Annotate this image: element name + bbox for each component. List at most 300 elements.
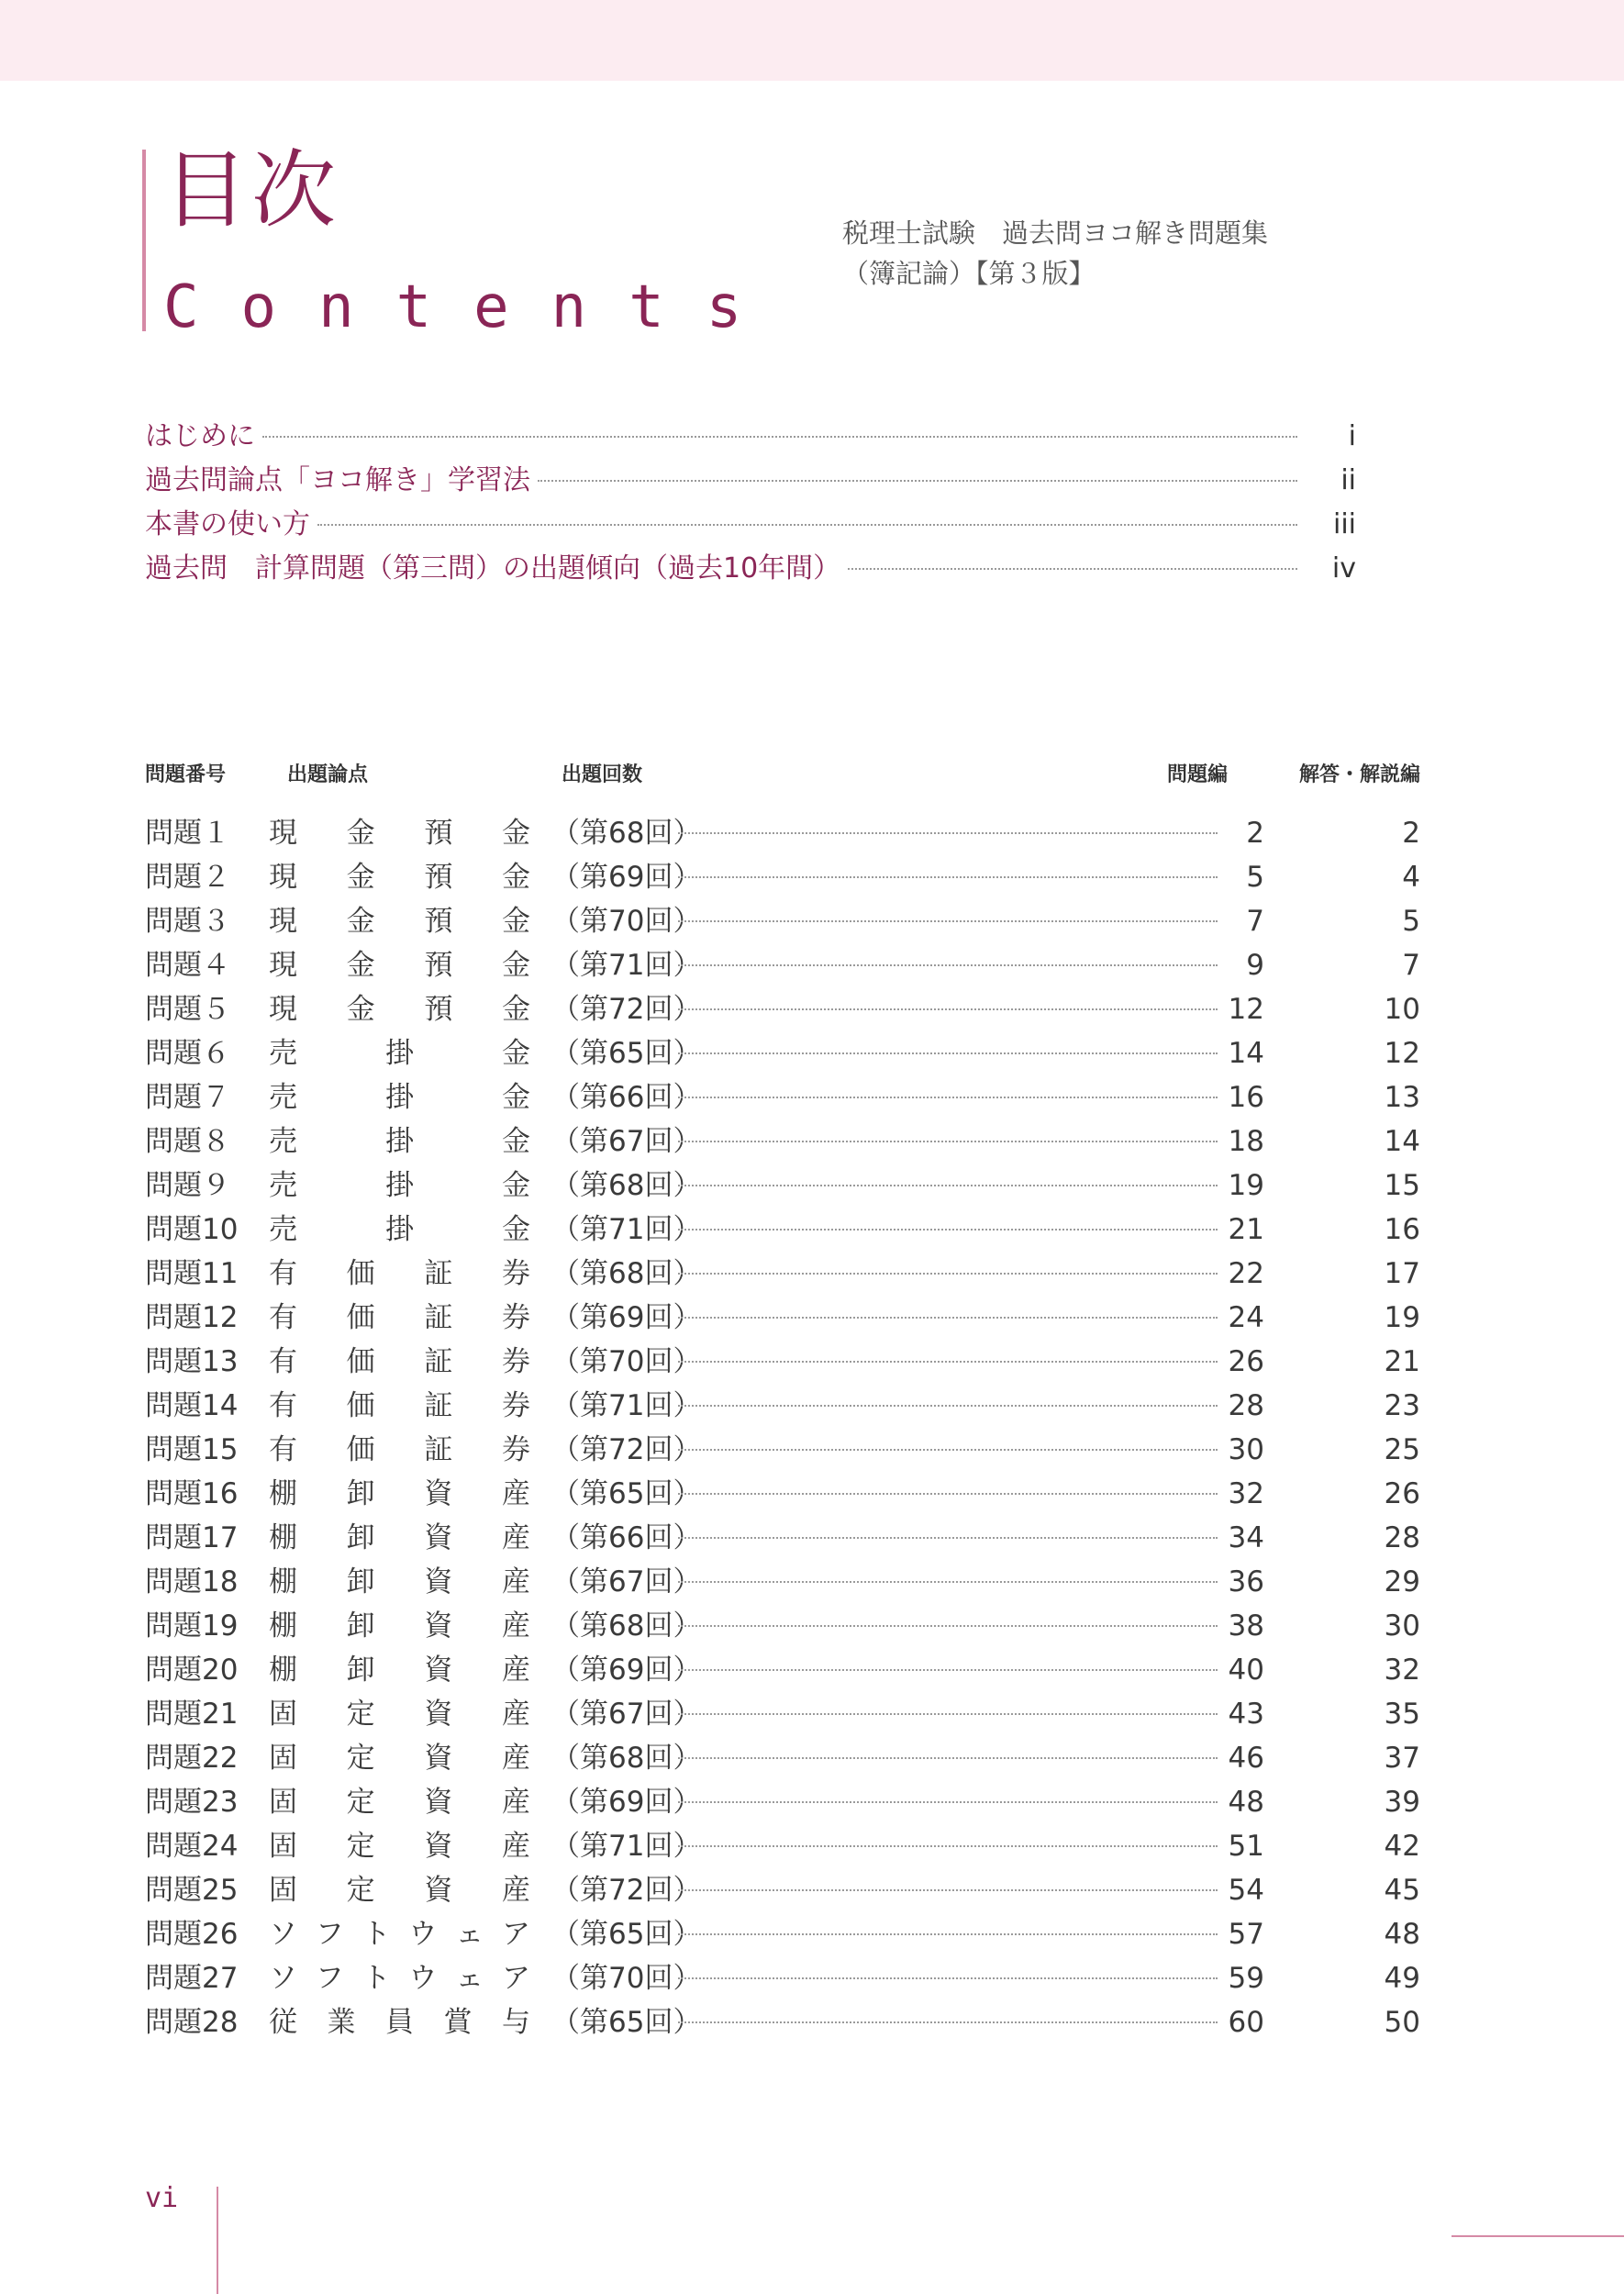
problem-row[interactable] bbox=[145, 1560, 1420, 1604]
problem-row[interactable] bbox=[145, 1031, 1420, 1075]
intro-entry-label: 本書の使い方 bbox=[145, 508, 310, 540]
problem-topic bbox=[269, 1912, 530, 1956]
problem-topic bbox=[269, 811, 530, 855]
problem-number: 問題１ bbox=[145, 817, 230, 850]
topic-char: 資 bbox=[424, 1874, 453, 1907]
dot-leader bbox=[678, 1757, 1218, 1759]
problem-row[interactable] bbox=[145, 1384, 1420, 1428]
topic-char: 資 bbox=[424, 1654, 453, 1687]
topic-char: 固 bbox=[269, 1698, 297, 1731]
column-header-topic: 出題論点 bbox=[287, 763, 369, 786]
topic-char: 預 bbox=[424, 861, 453, 894]
problem-session: （第66回） bbox=[551, 1521, 702, 1554]
answer-page: 26 bbox=[1384, 1477, 1420, 1510]
dot-leader bbox=[678, 1141, 1218, 1142]
answer-page: 35 bbox=[1384, 1698, 1420, 1731]
problem-session: （第68回） bbox=[551, 1257, 702, 1290]
topic-char: ソ bbox=[269, 1918, 297, 1951]
topic-char: 預 bbox=[424, 993, 453, 1026]
answer-page: 37 bbox=[1384, 1742, 1420, 1775]
problem-row[interactable] bbox=[145, 855, 1420, 899]
dot-leader bbox=[678, 1537, 1218, 1539]
topic-char: 定 bbox=[346, 1830, 375, 1863]
topic-char: 金 bbox=[501, 861, 530, 894]
topic-char: 有 bbox=[269, 1257, 297, 1290]
topic-char: 券 bbox=[501, 1389, 530, 1422]
intro-entry-page: iii bbox=[1332, 508, 1356, 540]
problem-session: （第71回） bbox=[551, 1389, 702, 1422]
intro-entry-label: はじめに bbox=[145, 420, 255, 452]
intro-entry-page: iv bbox=[1331, 552, 1356, 585]
topic-char: 産 bbox=[501, 1609, 530, 1643]
problem-session: （第68回） bbox=[551, 1609, 702, 1643]
problem-session: （第65回） bbox=[551, 1918, 702, 1951]
problem-row[interactable] bbox=[145, 1780, 1420, 1824]
problem-session: （第68回） bbox=[551, 1169, 702, 1202]
dot-leader bbox=[678, 1317, 1218, 1319]
problem-row[interactable] bbox=[145, 1692, 1420, 1736]
problem-row[interactable] bbox=[145, 1912, 1420, 1956]
topic-char: 資 bbox=[424, 1565, 453, 1598]
problem-number: 問題24 bbox=[145, 1830, 239, 1863]
topic-char: 売 bbox=[269, 1213, 297, 1246]
dot-leader bbox=[678, 964, 1218, 966]
topic-char: 金 bbox=[502, 1081, 530, 1114]
problem-page: 38 bbox=[1228, 1609, 1264, 1643]
topic-char: 産 bbox=[501, 1654, 530, 1687]
problem-page: 46 bbox=[1228, 1742, 1264, 1775]
problem-row[interactable] bbox=[145, 1296, 1420, 1340]
problem-topic bbox=[269, 1384, 530, 1428]
problem-page: 32 bbox=[1228, 1477, 1264, 1510]
answer-page: 10 bbox=[1384, 993, 1420, 1026]
problem-page: 26 bbox=[1228, 1345, 1264, 1378]
topic-char: 金 bbox=[502, 1037, 530, 1070]
topic-char: 産 bbox=[501, 1565, 530, 1598]
topic-char: 証 bbox=[424, 1345, 453, 1378]
problem-session: （第70回） bbox=[551, 1962, 702, 1995]
problem-row[interactable] bbox=[145, 1340, 1420, 1384]
topic-char: 資 bbox=[424, 1786, 453, 1819]
problem-number: 問題22 bbox=[145, 1742, 239, 1775]
topic-char: 定 bbox=[346, 1874, 375, 1907]
topic-char: 売 bbox=[269, 1081, 297, 1114]
column-header-problem: 問題編 bbox=[1167, 763, 1229, 786]
problem-topic bbox=[269, 1648, 530, 1692]
topic-char: 価 bbox=[346, 1257, 375, 1290]
topic-char: 金 bbox=[501, 993, 530, 1026]
dot-leader bbox=[678, 1052, 1218, 1054]
dot-leader bbox=[678, 1405, 1218, 1407]
topic-char: 金 bbox=[502, 1125, 530, 1158]
problem-row[interactable] bbox=[145, 1119, 1420, 1164]
problem-page: 36 bbox=[1228, 1565, 1264, 1598]
topic-char: 資 bbox=[424, 1521, 453, 1554]
problem-number: 問題10 bbox=[145, 1213, 239, 1246]
dot-leader bbox=[678, 1933, 1218, 1935]
topic-char: 資 bbox=[424, 1830, 453, 1863]
topic-char: 預 bbox=[424, 949, 453, 982]
problem-session: （第69回） bbox=[551, 1301, 702, 1334]
topic-char: 現 bbox=[269, 993, 297, 1026]
topic-char: ト bbox=[362, 1918, 391, 1951]
problem-page: 59 bbox=[1228, 1962, 1264, 1995]
page-title: 目次 bbox=[163, 141, 340, 239]
intro-entry[interactable] bbox=[145, 547, 1356, 591]
problem-row[interactable] bbox=[145, 1736, 1420, 1780]
problem-topic bbox=[269, 1119, 530, 1164]
intro-entry[interactable] bbox=[145, 459, 1356, 503]
topic-char: 価 bbox=[346, 1301, 375, 1334]
topic-char: 掛 bbox=[385, 1037, 414, 1070]
problem-session: （第69回） bbox=[551, 861, 702, 894]
topic-char: ェ bbox=[455, 1962, 484, 1995]
problem-session: （第69回） bbox=[551, 1654, 702, 1687]
book-title-line1: 税理士試験 過去問ヨコ解き問題集 bbox=[842, 217, 1269, 249]
column-header-number: 問題番号 bbox=[145, 763, 227, 786]
problem-number: 問題16 bbox=[145, 1477, 239, 1510]
problem-row[interactable] bbox=[145, 811, 1420, 855]
topic-char: 価 bbox=[346, 1389, 375, 1422]
topic-char: 産 bbox=[501, 1786, 530, 1819]
topic-char: 棚 bbox=[269, 1654, 297, 1687]
problem-number: 問題３ bbox=[145, 905, 230, 938]
problem-number: 問題21 bbox=[145, 1698, 239, 1731]
problem-page: 14 bbox=[1228, 1037, 1264, 1070]
problem-page: 9 bbox=[1246, 949, 1264, 982]
topic-char: 棚 bbox=[269, 1521, 297, 1554]
problem-row[interactable] bbox=[145, 1472, 1420, 1516]
footer-horizontal-rule bbox=[1452, 2235, 1624, 2237]
topic-char: 金 bbox=[346, 949, 375, 982]
problem-number: 問題５ bbox=[145, 993, 230, 1026]
problem-row[interactable] bbox=[145, 1516, 1420, 1560]
intro-entry-page: ii bbox=[1340, 464, 1356, 496]
topic-char: ト bbox=[362, 1962, 391, 1995]
book-title-line2: （簿記論）【第３版】 bbox=[842, 258, 1096, 289]
topic-char: 産 bbox=[501, 1874, 530, 1907]
problem-page: 30 bbox=[1228, 1433, 1264, 1466]
problem-list bbox=[145, 811, 1420, 2044]
problem-number: 問題８ bbox=[145, 1125, 230, 1158]
column-header-answer: 解答・解説編 bbox=[1299, 763, 1421, 786]
topic-char: 員 bbox=[385, 2006, 414, 2039]
title-accent-bar bbox=[142, 150, 146, 331]
problem-topic bbox=[269, 855, 530, 899]
problem-topic bbox=[269, 1208, 530, 1252]
topic-char: 金 bbox=[501, 949, 530, 982]
problem-row[interactable] bbox=[145, 1868, 1420, 1912]
answer-page: 45 bbox=[1384, 1874, 1420, 1907]
topic-char: 産 bbox=[501, 1830, 530, 1863]
topic-char: 棚 bbox=[269, 1477, 297, 1510]
problem-page: 24 bbox=[1228, 1301, 1264, 1334]
dot-leader bbox=[678, 1669, 1218, 1671]
problem-page: 2 bbox=[1246, 817, 1264, 850]
problem-topic bbox=[269, 1560, 530, 1604]
problem-row[interactable] bbox=[145, 1164, 1420, 1208]
dot-leader bbox=[678, 1713, 1218, 1715]
answer-page: 15 bbox=[1384, 1169, 1420, 1202]
dot-leader bbox=[678, 1845, 1218, 1847]
problem-session: （第65回） bbox=[551, 1037, 702, 1070]
problem-row[interactable] bbox=[145, 943, 1420, 987]
answer-page: 32 bbox=[1384, 1654, 1420, 1687]
problem-number: 問題17 bbox=[145, 1521, 239, 1554]
problem-topic bbox=[269, 1736, 530, 1780]
problem-topic bbox=[269, 1516, 530, 1560]
answer-page: 39 bbox=[1384, 1786, 1420, 1819]
problem-page: 12 bbox=[1228, 993, 1264, 1026]
problem-number: 問題27 bbox=[145, 1962, 239, 1995]
topic-char: 有 bbox=[269, 1389, 297, 1422]
problem-page: 22 bbox=[1228, 1257, 1264, 1290]
problem-row[interactable] bbox=[145, 1824, 1420, 1868]
topic-char: 定 bbox=[346, 1698, 375, 1731]
problem-number: 問題13 bbox=[145, 1345, 239, 1378]
dot-leader bbox=[678, 1625, 1218, 1627]
answer-page: 17 bbox=[1384, 1257, 1420, 1290]
topic-char: 現 bbox=[269, 949, 297, 982]
answer-page: 16 bbox=[1384, 1213, 1420, 1246]
problem-session: （第66回） bbox=[551, 1081, 702, 1114]
problem-page: 19 bbox=[1228, 1169, 1264, 1202]
topic-char: 金 bbox=[502, 1169, 530, 1202]
answer-page: 7 bbox=[1402, 949, 1420, 982]
topic-char: 金 bbox=[501, 817, 530, 850]
problem-session: （第65回） bbox=[551, 1477, 702, 1510]
problem-page: 18 bbox=[1228, 1125, 1264, 1158]
problem-topic bbox=[269, 1428, 530, 1472]
problem-page: 40 bbox=[1228, 1654, 1264, 1687]
problem-number: 問題２ bbox=[145, 861, 230, 894]
problem-row[interactable] bbox=[145, 1956, 1420, 2000]
problem-topic bbox=[269, 1824, 530, 1868]
problem-topic bbox=[269, 1604, 530, 1648]
topic-char: 価 bbox=[346, 1345, 375, 1378]
problem-page: 54 bbox=[1228, 1874, 1264, 1907]
problem-row[interactable] bbox=[145, 987, 1420, 1031]
problem-row[interactable] bbox=[145, 1075, 1420, 1119]
problem-session: （第70回） bbox=[551, 1345, 702, 1378]
topic-char: ェ bbox=[455, 1918, 484, 1951]
dot-leader bbox=[678, 1493, 1218, 1495]
problem-page: 34 bbox=[1228, 1521, 1264, 1554]
topic-char: 卸 bbox=[346, 1477, 375, 1510]
problem-topic bbox=[269, 1340, 530, 1384]
answer-page: 42 bbox=[1384, 1830, 1420, 1863]
problem-row[interactable] bbox=[145, 1252, 1420, 1296]
topic-char: ウ bbox=[408, 1918, 438, 1951]
problem-topic bbox=[269, 1075, 530, 1119]
topic-char: ウ bbox=[408, 1962, 438, 1995]
problem-topic bbox=[269, 2000, 530, 2044]
dot-leader bbox=[678, 920, 1218, 922]
problem-session: （第68回） bbox=[551, 817, 702, 850]
intro-entry[interactable] bbox=[145, 503, 1356, 547]
topic-char: ア bbox=[501, 1962, 530, 1995]
topic-char: 券 bbox=[501, 1301, 530, 1334]
problem-session: （第67回） bbox=[551, 1125, 702, 1158]
problem-number: 問題14 bbox=[145, 1389, 239, 1422]
topic-char: 掛 bbox=[385, 1169, 414, 1202]
topic-char: フ bbox=[315, 1918, 344, 1951]
topic-char: 売 bbox=[269, 1169, 297, 1202]
topic-char: ア bbox=[501, 1918, 530, 1951]
book-title bbox=[842, 213, 1268, 294]
problem-number: 問題20 bbox=[145, 1654, 239, 1687]
topic-char: 棚 bbox=[269, 1609, 297, 1643]
topic-char: フ bbox=[315, 1962, 344, 1995]
topic-char: 預 bbox=[424, 817, 453, 850]
topic-char: 金 bbox=[346, 905, 375, 938]
topic-char: 証 bbox=[424, 1301, 453, 1334]
topic-char: 資 bbox=[424, 1742, 453, 1775]
topic-char: 現 bbox=[269, 905, 297, 938]
problem-page: 28 bbox=[1228, 1389, 1264, 1422]
topic-char: 棚 bbox=[269, 1565, 297, 1598]
intro-list bbox=[145, 415, 1356, 591]
topic-char: 卸 bbox=[346, 1609, 375, 1643]
topic-char: 売 bbox=[269, 1125, 297, 1158]
topic-char: 固 bbox=[269, 1830, 297, 1863]
column-header-session: 出題回数 bbox=[562, 763, 643, 786]
problem-number: 問題25 bbox=[145, 1874, 239, 1907]
problem-number: 問題26 bbox=[145, 1918, 239, 1951]
topic-char: 定 bbox=[346, 1742, 375, 1775]
problem-row[interactable] bbox=[145, 1208, 1420, 1252]
intro-entry[interactable] bbox=[145, 415, 1356, 459]
topic-char: 券 bbox=[501, 1257, 530, 1290]
problem-number: 問題19 bbox=[145, 1609, 239, 1643]
answer-page: 5 bbox=[1402, 905, 1420, 938]
problem-page: 16 bbox=[1228, 1081, 1264, 1114]
topic-char: 産 bbox=[501, 1742, 530, 1775]
problem-topic bbox=[269, 1472, 530, 1516]
topic-char: 掛 bbox=[385, 1125, 414, 1158]
problem-session: （第67回） bbox=[551, 1565, 702, 1598]
topic-char: 金 bbox=[346, 993, 375, 1026]
answer-page: 21 bbox=[1384, 1345, 1420, 1378]
topic-char: 卸 bbox=[346, 1565, 375, 1598]
problem-page: 48 bbox=[1228, 1786, 1264, 1819]
topic-char: 証 bbox=[424, 1433, 453, 1466]
problem-session: （第72回） bbox=[551, 1874, 702, 1907]
dot-leader bbox=[678, 1581, 1218, 1583]
problem-row[interactable] bbox=[145, 1648, 1420, 1692]
topic-char: 金 bbox=[502, 1213, 530, 1246]
dot-leader bbox=[678, 1449, 1218, 1451]
problem-topic bbox=[269, 1692, 530, 1736]
problem-session: （第72回） bbox=[551, 993, 702, 1026]
problem-topic bbox=[269, 943, 530, 987]
footer-page-number: vi bbox=[145, 2182, 179, 2214]
problem-number: 問題９ bbox=[145, 1169, 230, 1202]
problem-page: 5 bbox=[1246, 861, 1264, 894]
answer-page: 23 bbox=[1384, 1389, 1420, 1422]
problem-number: 問題７ bbox=[145, 1081, 230, 1114]
topic-char: 金 bbox=[501, 905, 530, 938]
topic-char: 有 bbox=[269, 1345, 297, 1378]
dot-leader bbox=[678, 832, 1218, 834]
topic-char: 金 bbox=[346, 817, 375, 850]
topic-char: 卸 bbox=[346, 1654, 375, 1687]
answer-page: 4 bbox=[1402, 861, 1420, 894]
problem-page: 60 bbox=[1228, 2006, 1264, 2039]
topic-char: 固 bbox=[269, 1786, 297, 1819]
dot-leader bbox=[678, 1977, 1218, 1979]
problem-number: 問題12 bbox=[145, 1301, 239, 1334]
answer-page: 29 bbox=[1384, 1565, 1420, 1598]
problem-session: （第65回） bbox=[551, 2006, 702, 2039]
problem-row[interactable] bbox=[145, 2000, 1420, 2044]
dot-leader bbox=[317, 524, 1297, 526]
topic-char: 証 bbox=[424, 1257, 453, 1290]
answer-page: 48 bbox=[1384, 1918, 1420, 1951]
topic-char: 金 bbox=[346, 861, 375, 894]
topic-char: 預 bbox=[424, 905, 453, 938]
intro-entry-page: i bbox=[1348, 420, 1356, 452]
answer-page: 25 bbox=[1384, 1433, 1420, 1466]
problem-row[interactable] bbox=[145, 899, 1420, 943]
problem-topic bbox=[269, 1956, 530, 2000]
intro-entry-label: 過去問 計算問題（第三問）の出題傾向（過去10年間） bbox=[145, 552, 841, 585]
problem-session: （第71回） bbox=[551, 949, 702, 982]
answer-page: 30 bbox=[1384, 1609, 1420, 1643]
problem-number: 問題18 bbox=[145, 1565, 239, 1598]
problem-row[interactable] bbox=[145, 1428, 1420, 1472]
topic-char: 掛 bbox=[385, 1213, 414, 1246]
topic-char: 価 bbox=[346, 1433, 375, 1466]
footer-vertical-rule bbox=[217, 2187, 218, 2294]
topic-char: 固 bbox=[269, 1874, 297, 1907]
problem-topic bbox=[269, 899, 530, 943]
topic-char: 資 bbox=[424, 1477, 453, 1510]
topic-char: ソ bbox=[269, 1962, 297, 1995]
topic-char: 固 bbox=[269, 1742, 297, 1775]
problem-page: 7 bbox=[1246, 905, 1264, 938]
topic-char: 資 bbox=[424, 1609, 453, 1643]
problem-topic bbox=[269, 1164, 530, 1208]
problem-topic bbox=[269, 1031, 530, 1075]
dot-leader bbox=[678, 1273, 1218, 1275]
problem-number: 問題11 bbox=[145, 1257, 239, 1290]
problem-number: 問題15 bbox=[145, 1433, 239, 1466]
answer-page: 13 bbox=[1384, 1081, 1420, 1114]
topic-char: 卸 bbox=[346, 1521, 375, 1554]
dot-leader bbox=[678, 1097, 1218, 1098]
dot-leader bbox=[678, 1889, 1218, 1891]
problem-page: 21 bbox=[1228, 1213, 1264, 1246]
topic-char: 現 bbox=[269, 861, 297, 894]
problem-topic bbox=[269, 1868, 530, 1912]
problem-topic bbox=[269, 1252, 530, 1296]
problem-session: （第70回） bbox=[551, 905, 702, 938]
topic-char: 従 bbox=[269, 2006, 297, 2039]
answer-page: 2 bbox=[1402, 817, 1420, 850]
topic-char: 業 bbox=[327, 2006, 356, 2039]
topic-char: 有 bbox=[269, 1301, 297, 1334]
topic-char: 与 bbox=[502, 2006, 530, 2039]
problem-session: （第72回） bbox=[551, 1433, 702, 1466]
topic-char: 産 bbox=[501, 1521, 530, 1554]
answer-page: 50 bbox=[1384, 2006, 1420, 2039]
problem-page: 57 bbox=[1228, 1918, 1264, 1951]
dot-leader bbox=[678, 1229, 1218, 1231]
dot-leader bbox=[538, 480, 1297, 482]
answer-page: 49 bbox=[1384, 1962, 1420, 1995]
problem-row[interactable] bbox=[145, 1604, 1420, 1648]
